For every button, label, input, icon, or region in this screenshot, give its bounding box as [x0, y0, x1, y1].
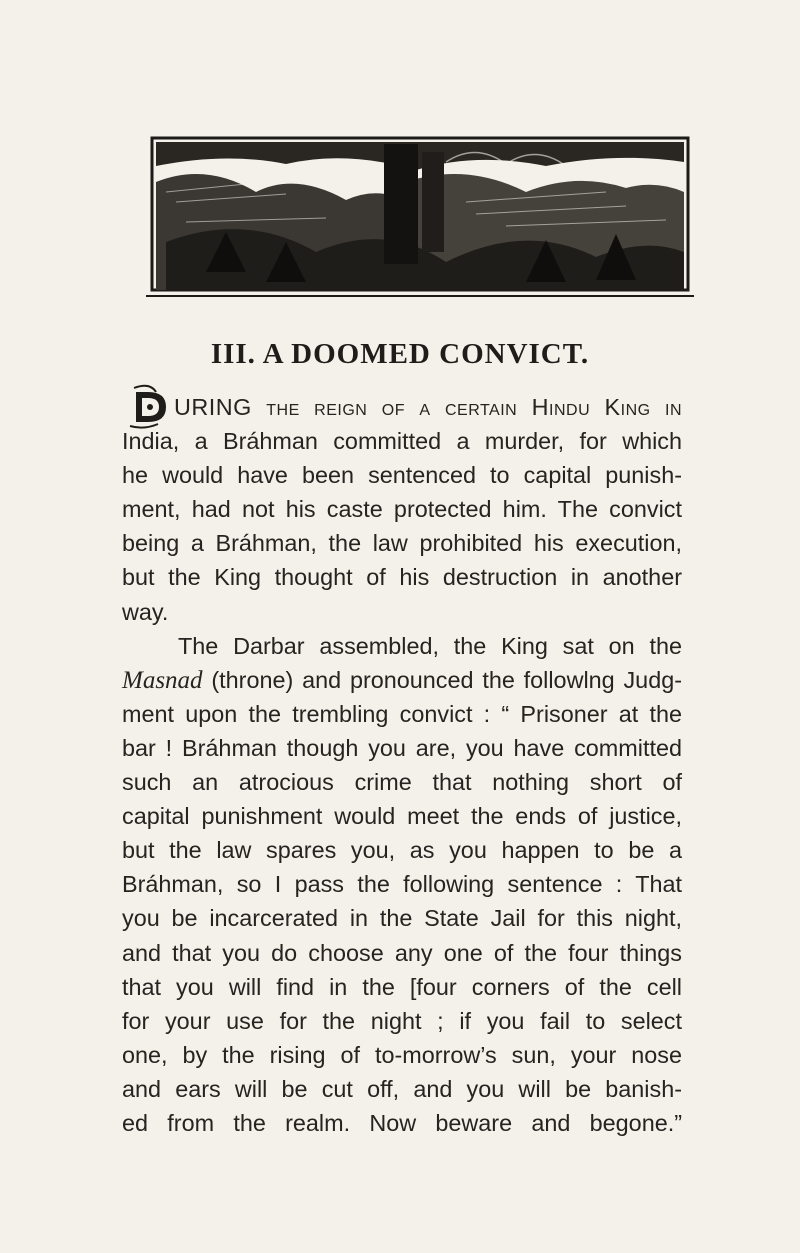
- text-line: capital punishment would meet the ends of justice,: [122, 803, 682, 830]
- text-line: Masnad (throne) and pronounced the followlng Judg-: [122, 666, 682, 694]
- text-line: that you will find in the [four corners of the cell: [122, 973, 682, 1000]
- text-line: The Darbar assembled, the King sat on the: [178, 632, 682, 659]
- text-line: you be incarcerated in the State Jail for this night,: [122, 905, 682, 932]
- text-line: way.: [122, 598, 169, 625]
- text-line: India, a Bráhman committed a murder, for which: [122, 428, 682, 455]
- engraving-icon: [146, 122, 694, 300]
- text-line: such an atrocious crime that nothing short of: [122, 769, 682, 796]
- text-line: for your use for the night ; if you fail to select: [122, 1007, 682, 1034]
- italic-term: Masnad: [122, 666, 203, 694]
- text-line: but the King thought of his destruction in another: [122, 564, 682, 591]
- text-line: ment upon the trembling convict : “ Prisoner at the: [122, 700, 682, 727]
- headpiece-illustration: [146, 122, 694, 300]
- text-line: and ears will be cut off, and you will be banish-: [122, 1075, 682, 1102]
- text-line: URING the reign of a certain Hindu King in: [174, 394, 682, 420]
- chapter-title: III. A DOOMED CONVICT.: [210, 338, 590, 370]
- text-line: ed from the realm. Now beware and begone.”: [122, 1109, 682, 1136]
- text-line: but the law spares you, as you happen to be a: [122, 837, 682, 864]
- text-line: he would have been sentenced to capital punish-: [122, 462, 682, 489]
- text-line: and that you do choose any one of the four things: [122, 939, 682, 966]
- body-text: [122, 390, 682, 1140]
- text-line: bar ! Bráhman though you are, you have committed: [122, 734, 682, 761]
- text-line: ment, had not his caste protected him. The convict: [122, 496, 682, 523]
- text-line: being a Bráhman, the law prohibited his execution,: [122, 530, 682, 557]
- text-line: Bráhman, so I pass the following sentence : That: [122, 871, 682, 898]
- text-line: one, by the rising of to-morrow’s sun, your nose: [122, 1041, 682, 1068]
